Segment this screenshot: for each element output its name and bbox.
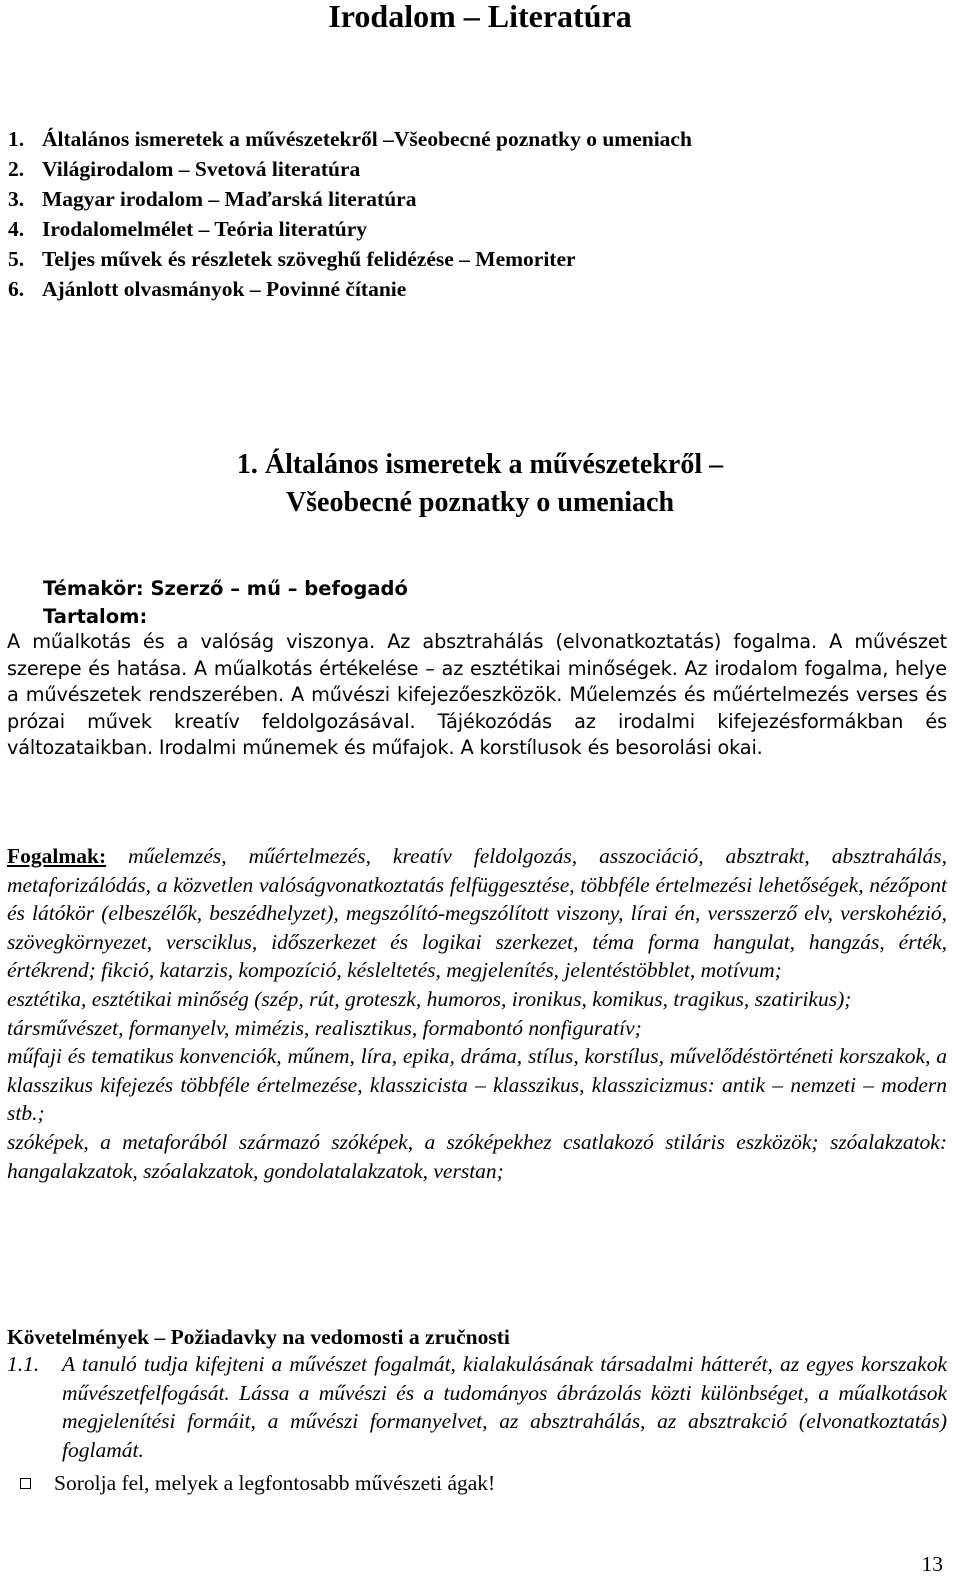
section-heading-line-2: Všeobecné poznatky o umeniach <box>285 487 675 518</box>
page-title: Irodalom – Literatúra <box>328 0 632 34</box>
requirements-heading: Követelmények – Požiadavky na vedomosti a zručnosti <box>7 1325 510 1349</box>
toc-item <box>8 154 692 184</box>
toc-item <box>8 214 692 244</box>
concepts-row: műfaji és tematikus konvenciók, műnem, líra, epika, dráma, stílus, korstílus, művelődéstörténeti korszakok, a klasszikus kifejezés többféle értelmezése, klasszicista – klasszikus, klasszicizmus: antik – nemzeti – modern stb.; <box>7 1044 947 1126</box>
content-label: Tartalom: <box>43 605 148 628</box>
requirement-item <box>7 1350 947 1464</box>
toc-item-number: 4. <box>8 217 25 241</box>
concepts-row: társművészet, formanyelv, mimézis, realisztikus, formabontó nonfiguratív; <box>7 1015 642 1040</box>
concepts-label: Fogalmak: <box>7 844 107 868</box>
concepts-intro <box>7 842 947 985</box>
toc-item-number: 6. <box>8 277 25 301</box>
toc-item-text: Irodalomelmélet – Teória literatúry <box>42 217 368 241</box>
toc-item-number: 1. <box>8 127 25 151</box>
topic-line: Témakör: Szerző – mű – befogadó <box>43 577 408 600</box>
page-number: 13 <box>921 1552 943 1576</box>
concepts-intro-text: műelemzés, műértelmezés, kreatív feldolgozás, asszociáció, absztrakt, absztrahálás, metaforizálódás, a közvetlen valóságvonatkoztatás felfüggesztése, többféle értelmezési lehetőségek, nézőpont és látókör (elbeszélők, beszédhelyzet), megszólító-megszólított viszony, lírai én, versszerző elv, verskohézió, szövegkörnyezet, versciklus, időszerkezet és logikai szerkezet, téma forma hangulat, hangzás, érték, értékrend; fikció, katarzis, kompozíció, késleltetés, megjelenítés, jelentéstöbblet, motívum; <box>7 844 947 983</box>
toc-item-text: Magyar irodalom – Maďarská literatúra <box>42 187 417 211</box>
toc-item-number: 3. <box>8 187 25 211</box>
toc-item-text: Általános ismeretek a művészetekről –Všeobecné poznatky o umeniach <box>42 127 692 151</box>
table-of-contents <box>8 124 692 304</box>
content-paragraph: A műalkotás és a valóság viszonya. Az absztrahálás (elvonatkoztatás) fogalma. A művészet szerepe és hatása. A műalkotás értékelése – az esztétikai minőségek. Az irodalom fogalma, helye a művészetek rendszerében. A művészi kifejezőeszközök. Műelemzés és műértelmezés verses és prózai művek kreatív feldolgozásával. Tájékozódás az irodalmi kifejezésformákban és változataikban. Irodalmi műnemek és műfajok. A korstílusok és besorolási okai. <box>7 630 947 759</box>
toc-item-number: 2. <box>8 157 25 181</box>
toc-item-text: Ajánlott olvasmányok – Povinné čítanie <box>42 277 407 301</box>
checkbox-square-icon <box>20 1478 31 1489</box>
requirement-item-text: A tanuló tudja kifejteni a művészet fogalmát, kialakulásának társadalmi hátterét, az egyes korszakok művészetfelfogását. Lássa a művészi és a tudományos ábrázolás közti különbséget, a műalkotások megjelenítési formáit, a művészi formanyelvet, az absztrahálás, az absztrakció (elvonatkoztatás) foglamát. <box>62 1352 947 1462</box>
toc-item <box>8 124 692 154</box>
toc-item <box>8 244 692 274</box>
toc-item <box>8 184 692 214</box>
section-heading-line-1: 1. Általános ismeretek a művészetekről – <box>236 449 724 480</box>
concepts-block <box>7 842 947 1185</box>
task-bullet <box>20 1468 495 1498</box>
toc-item <box>8 274 692 304</box>
concepts-row: szóképek, a metaforából származó szóképek, a szóképekhez csatlakozó stiláris eszközök; szóalakzatok: hangalakzatok, szóalakzatok, gondolatalakzatok, verstan; <box>7 1129 947 1183</box>
requirement-item-number: 1.1. <box>7 1352 40 1376</box>
task-bullet-text: Sorolja fel, melyek a legfontosabb művészeti ágak! <box>54 1471 496 1495</box>
toc-item-text: Teljes művek és részletek szöveghű felidézése – Memoriter <box>42 247 576 271</box>
concepts-row: esztétika, esztétikai minőség (szép, rút, groteszk, humoros, ironikus, komikus, tragikus, szatirikus); <box>7 986 852 1011</box>
toc-item-text: Világirodalom – Svetová literatúra <box>42 157 361 181</box>
section-heading <box>0 446 960 522</box>
toc-item-number: 5. <box>8 247 25 271</box>
